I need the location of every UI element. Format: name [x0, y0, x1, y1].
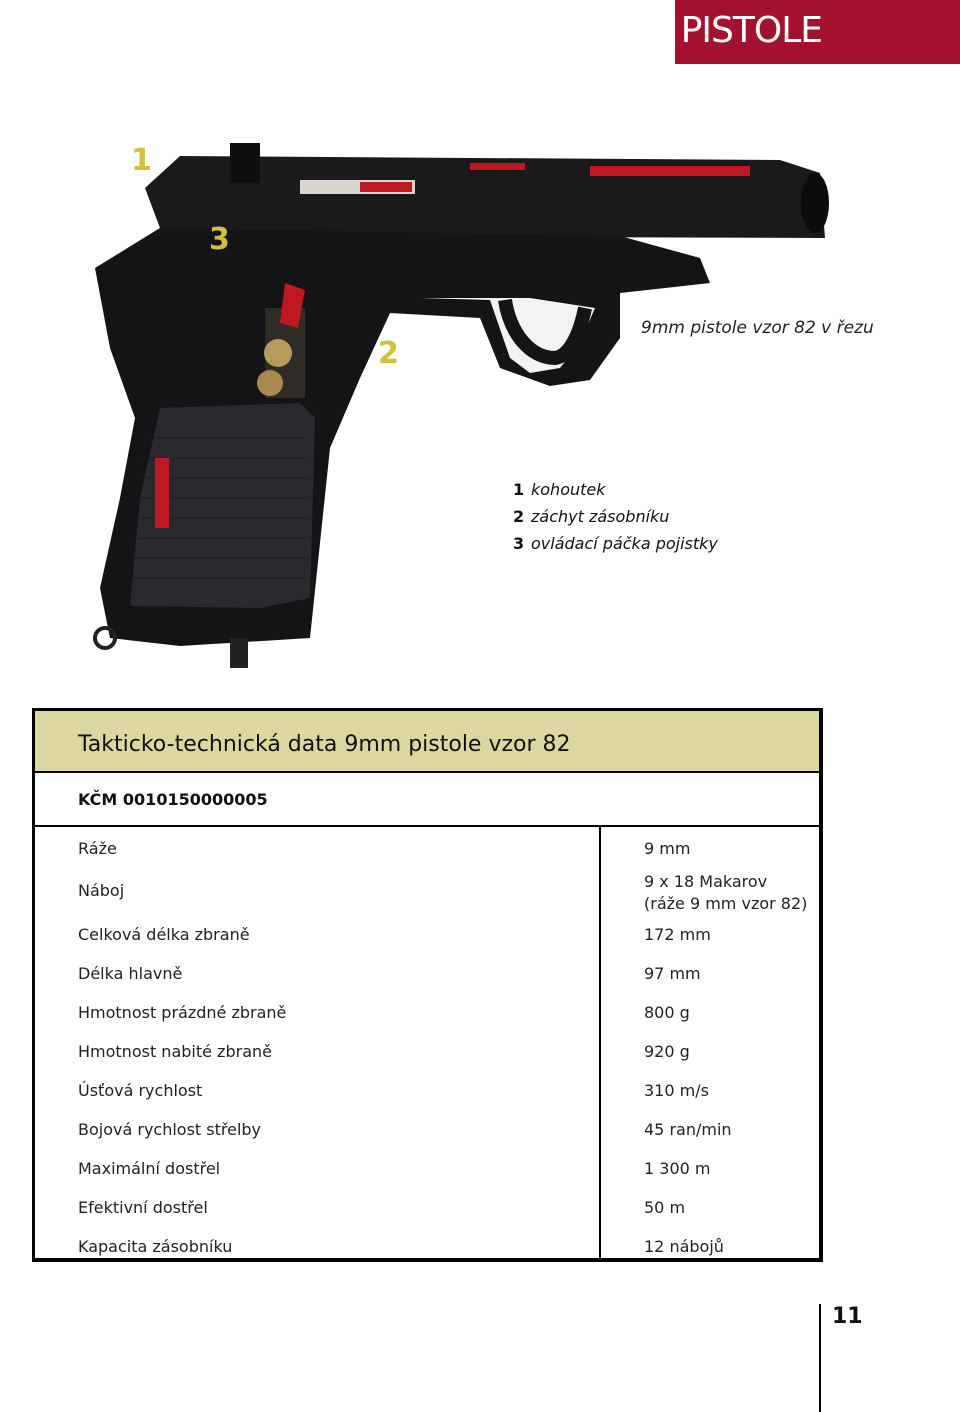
legend-item: [513, 530, 718, 557]
spec-value: 172 mm: [644, 925, 711, 944]
spec-value: 50 m: [644, 1198, 686, 1217]
spec-value: 800 g: [644, 1003, 690, 1022]
legend-text: ovládací páčka pojistky: [531, 534, 718, 553]
specs-table-body: [35, 827, 819, 1259]
legend-item: [513, 476, 718, 503]
spec-value: 45 ran/min: [644, 1120, 732, 1139]
specs-table-code: KČM 0010150000005: [35, 773, 819, 827]
spec-value: 310 m/s: [644, 1081, 709, 1100]
callout-2: 2: [378, 336, 399, 371]
figure-caption: 9mm pistole vzor 82 v řezu: [641, 318, 874, 338]
spec-label: Kapacita zásobníku: [78, 1237, 233, 1256]
rear-sight: [230, 143, 260, 183]
spec-label: Náboj: [78, 881, 125, 900]
spec-label: Hmotnost prázdné zbraně: [78, 1003, 287, 1022]
legend-text: kohoutek: [531, 480, 606, 499]
legend-number: 2: [513, 507, 525, 526]
spec-label: Celková délka zbraně: [78, 925, 250, 944]
page-title: PISTOLE: [680, 10, 822, 51]
spec-label: Úsťová rychlost: [78, 1081, 203, 1100]
legend-text: záchyt zásobníku: [531, 507, 670, 526]
spec-label: Bojová rychlost střelby: [78, 1120, 262, 1139]
spec-value: 1 300 m: [644, 1159, 711, 1178]
pistol-cutaway-image: [60, 118, 850, 698]
figure-legend: [513, 476, 718, 557]
spec-label: Efektivní dostřel: [78, 1198, 208, 1217]
specs-table-title: Takticko-technická data 9mm pistole vzor 82: [35, 711, 819, 773]
spec-label: Hmotnost nabité zbraně: [78, 1042, 272, 1061]
spec-value: 97 mm: [644, 964, 701, 983]
page-number: 11: [832, 1304, 863, 1329]
callout-3: 3: [209, 222, 230, 257]
legend-number: 3: [513, 534, 525, 553]
spec-value-note: (ráže 9 mm vzor 82): [644, 894, 808, 913]
spec-label: Maximální dostřel: [78, 1159, 221, 1178]
spec-value: 9 mm: [644, 839, 691, 858]
spec-value: 12 nábojů: [644, 1237, 724, 1256]
legend-item: [513, 503, 718, 530]
spec-value: 920 g: [644, 1042, 690, 1061]
spec-label: Délka hlavně: [78, 964, 183, 983]
spec-value: 9 x 18 Makarov: [644, 872, 768, 891]
column-divider: [599, 827, 601, 1259]
legend-number: 1: [513, 480, 525, 499]
specs-table: [32, 708, 823, 1262]
callout-1: 1: [131, 143, 152, 178]
page-number-rule: [819, 1304, 821, 1412]
spec-label: Ráže: [78, 839, 117, 858]
